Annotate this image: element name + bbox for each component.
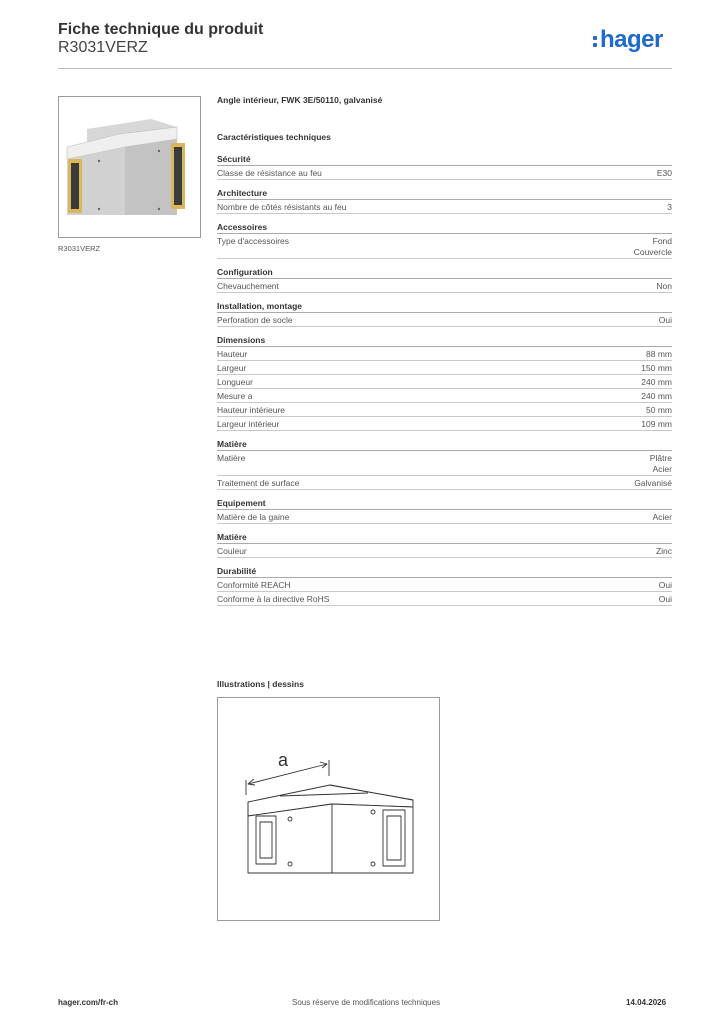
spec-label: Largeur intérieur (217, 419, 280, 429)
spec-label: Hauteur (217, 349, 248, 359)
spec-value-line: 240 mm (641, 391, 672, 401)
product-image-caption: R3031VERZ (58, 244, 101, 253)
product-image (58, 96, 201, 238)
spec-label: Longueur (217, 377, 253, 387)
spec-value-line: Fond (652, 236, 672, 246)
spec-value-line: E30 (656, 168, 672, 178)
footer-website-link[interactable]: hager.com/fr-ch (58, 998, 119, 1007)
footer-date: 14.04.2026 (626, 998, 667, 1007)
spec-label: Perforation de socle (217, 315, 293, 325)
spec-value (659, 315, 672, 326)
spec-value-line: Acier (652, 464, 672, 474)
spec-value (656, 546, 672, 557)
section-securite (217, 154, 672, 180)
spec-value (656, 281, 672, 292)
spec-value-line: 50 mm (646, 405, 672, 415)
spec-value (634, 478, 672, 489)
spec-value (641, 377, 672, 388)
spec-row (217, 389, 672, 403)
dimension-label: a (278, 750, 289, 770)
spec-value-line: Non (656, 281, 672, 291)
technical-drawing (217, 697, 440, 921)
spec-row (217, 451, 672, 476)
section-durabilite (217, 566, 672, 606)
spec-value-line: Galvanisé (634, 478, 672, 488)
section-equipement (217, 498, 672, 524)
hager-logo[interactable] (593, 26, 663, 54)
spec-value (646, 349, 672, 360)
spec-row (217, 313, 672, 327)
logo-text: hager (600, 26, 663, 53)
spec-value-line: 109 mm (641, 419, 672, 429)
spec-label: Largeur (217, 363, 247, 373)
spec-row (217, 375, 672, 389)
spec-row (217, 592, 672, 606)
section-dimensions (217, 335, 672, 431)
spec-row (217, 279, 672, 293)
spec-value (653, 512, 672, 523)
product-reference: R3031VERZ (58, 39, 148, 56)
spec-value (650, 453, 672, 475)
spec-value (667, 202, 672, 213)
section-title: Accessoires (217, 222, 672, 234)
header-divider (58, 68, 672, 69)
spec-label: Conformité REACH (217, 580, 291, 590)
spec-row (217, 476, 672, 490)
section-architecture (217, 188, 672, 214)
caracteristiques-title: Caractéristiques techniques (217, 132, 331, 142)
spec-value-line: Oui (658, 315, 672, 325)
spec-value-line: Acier (652, 512, 672, 522)
section-title: Configuration (217, 267, 672, 279)
spec-value-line: Oui (658, 580, 672, 590)
spec-value-line: Zinc (655, 546, 672, 556)
footer-notice: Sous réserve de modifications techniques (292, 998, 441, 1007)
spec-label: Chevauchement (217, 281, 279, 291)
section-title: Architecture (217, 188, 672, 200)
spec-value (659, 594, 672, 605)
spec-value-line: Plâtre (649, 453, 672, 463)
spec-value (641, 391, 672, 402)
section-title: Matière (217, 439, 672, 451)
logo-colon-icon (593, 32, 598, 48)
spec-label: Classe de résistance au feu (217, 168, 322, 178)
spec-label: Mesure a (217, 391, 253, 401)
spec-row (217, 510, 672, 524)
product-description: Angle intérieur, FWK 3E/50110, galvanisé (217, 95, 383, 105)
spec-value (659, 580, 672, 591)
section-title: Matière (217, 532, 672, 544)
spec-value-line: 150 mm (641, 363, 672, 373)
spec-value (641, 363, 672, 374)
spec-label: Type d'accessoires (217, 236, 290, 246)
section-matiere (217, 439, 672, 490)
angle-drawing-icon (218, 698, 441, 922)
section-title: Equipement (217, 498, 672, 510)
spec-label: Nombre de côtés résistants au feu (217, 202, 347, 212)
section-title: Sécurité (217, 154, 672, 166)
spec-value-line: Couvercle (633, 247, 672, 257)
section-matiere-couleur (217, 532, 672, 558)
spec-row (217, 361, 672, 375)
section-configuration (217, 267, 672, 293)
spec-label: Couleur (217, 546, 247, 556)
spec-value (634, 236, 672, 258)
spec-row (217, 166, 672, 180)
spec-row (217, 578, 672, 592)
spec-row (217, 544, 672, 558)
page-title: Fiche technique du produit (58, 21, 264, 38)
spec-row (217, 234, 672, 259)
spec-label: Hauteur intérieure (217, 405, 286, 415)
spec-label: Conforme à la directive RoHS (217, 594, 330, 604)
spec-label: Matière de la gaine (217, 512, 290, 522)
section-accessoires (217, 222, 672, 259)
spec-value (641, 419, 672, 430)
spec-value-line: 240 mm (641, 377, 672, 387)
spec-content (217, 95, 672, 614)
spec-value-line: 3 (667, 202, 672, 212)
illustrations-title: Illustrations | dessins (217, 679, 304, 689)
spec-label: Traitement de surface (217, 478, 300, 488)
spec-row (217, 200, 672, 214)
spec-value-line: Oui (658, 594, 672, 604)
spec-row (217, 347, 672, 361)
spec-row (217, 417, 672, 431)
section-title: Installation, montage (217, 301, 672, 313)
section-title: Durabilité (217, 566, 672, 578)
section-title: Dimensions (217, 335, 672, 347)
spec-value-line: 88 mm (646, 349, 672, 359)
spec-value (646, 405, 672, 416)
spec-label: Matière (217, 453, 246, 463)
section-installation (217, 301, 672, 327)
spec-row (217, 403, 672, 417)
spec-value (657, 168, 672, 179)
product-photo-icon (59, 97, 201, 238)
